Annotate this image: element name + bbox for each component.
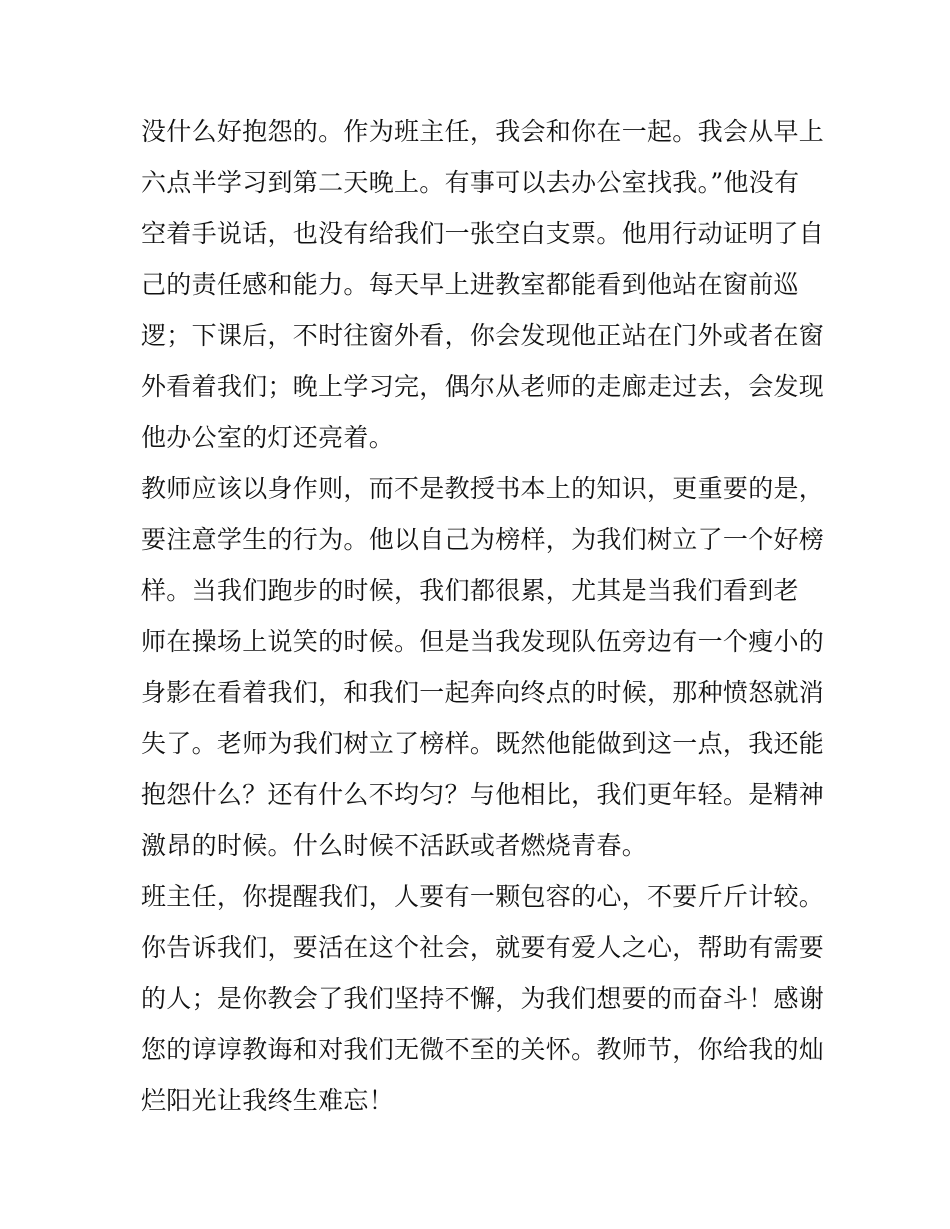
text-line: 烂阳光让我终生难忘！ <box>141 1086 395 1115</box>
text-line: 失了。老师为我们树立了榜样。既然他能做到这一点，我还能 <box>141 729 825 758</box>
text-line: 你告诉我们，要活在这个社会，就要有爱人之心，帮助有需要 <box>141 933 825 962</box>
text-line: 他办公室的灯还亮着。 <box>141 423 395 452</box>
text-line: 您的谆谆教诲和对我们无微不至的关怀。教师节，你给我的灿 <box>141 1035 825 1064</box>
text-line: 的人；是你教会了我们坚持不懈，为我们想要的而奋斗！感谢 <box>141 984 825 1013</box>
text-line: 逻；下课后，不时往窗外看，你会发现他正站在门外或者在窗 <box>141 321 825 350</box>
document-body <box>141 106 825 1126</box>
text-line: 抱怨什么？还有什么不均匀？与他相比，我们更年轻。是精神 <box>141 780 825 809</box>
text-line: 班主任，你提醒我们，人要有一颗包容的心，不要斤斤计较。 <box>141 882 825 911</box>
text-line: 教师应该以身作则，而不是教授书本上的知识，更重要的是， <box>141 474 825 503</box>
text-line: 外看着我们；晚上学习完，偶尔从老师的走廊走过去，会发现 <box>141 372 825 401</box>
text-line: 己的责任感和能力。每天早上进教室都能看到他站在窗前巡 <box>141 270 799 299</box>
text-line: 身影在看着我们，和我们一起奔向终点的时候，那种愤怒就消 <box>141 678 825 707</box>
text-line: 空着手说话，也没有给我们一张空白支票。他用行动证明了自 <box>141 219 825 248</box>
text-line: 六点半学习到第二天晚上。有事可以去办公室找我。”他没有 <box>141 168 800 197</box>
text-line: 样。当我们跑步的时候，我们都很累，尤其是当我们看到老 <box>141 576 799 605</box>
text-line: 要注意学生的行为。他以自己为榜样，为我们树立了一个好榜 <box>141 525 825 554</box>
text-line: 激昂的时候。什么时候不活跃或者燃烧青春。 <box>141 831 648 860</box>
text-line: 没什么好抱怨的。作为班主任，我会和你在一起。我会从早上 <box>141 117 825 146</box>
text-line: 师在操场上说笑的时候。但是当我发现队伍旁边有一个瘦小的 <box>141 627 825 656</box>
